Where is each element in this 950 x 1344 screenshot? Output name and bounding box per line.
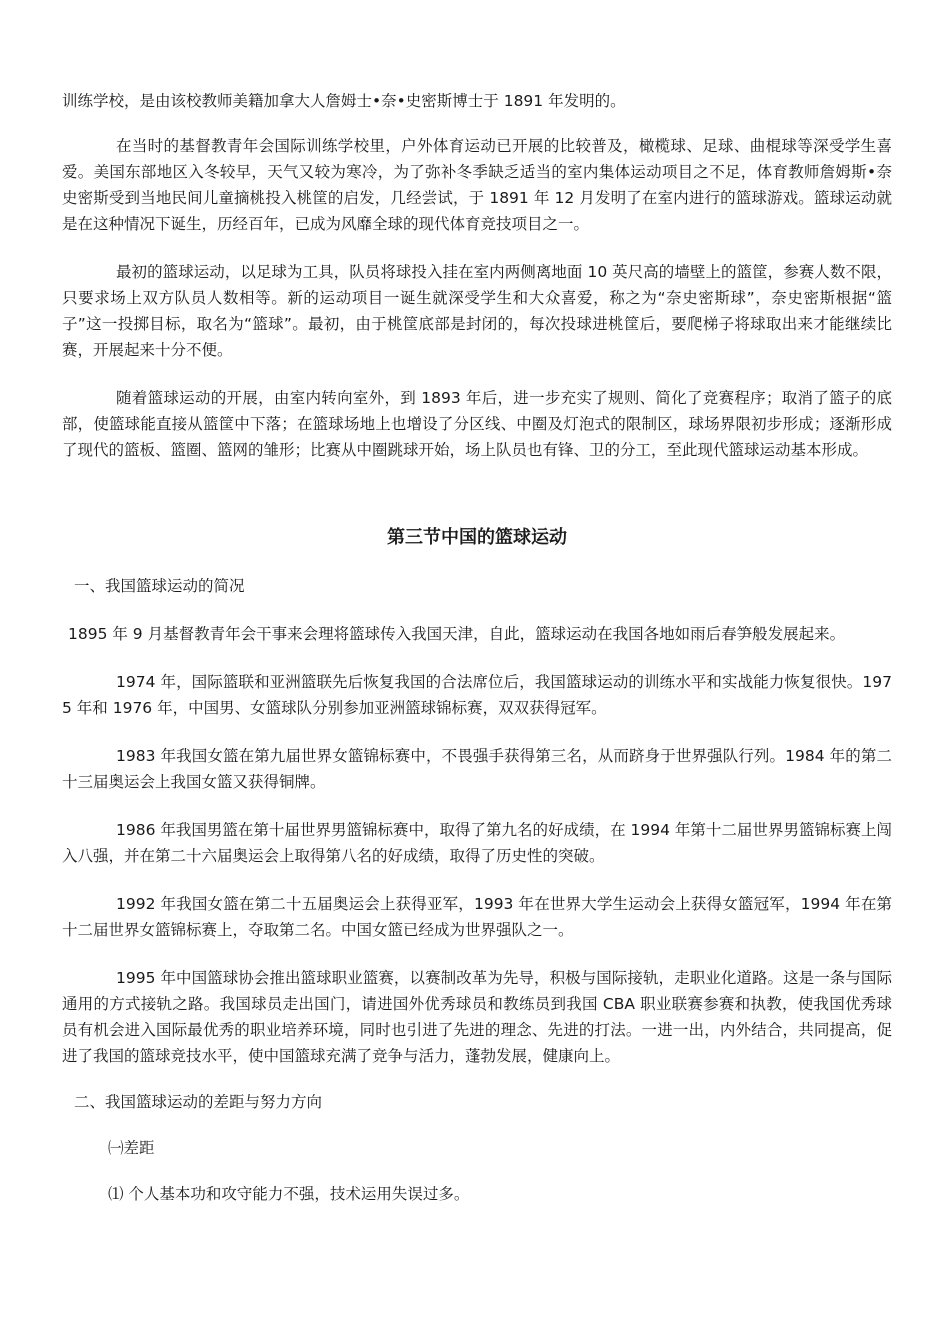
document-page bbox=[62, 88, 892, 1207]
paragraph-intro-continuation: 训练学校，是由该校教师美籍加拿大人詹姆士•奈•史密斯博士于 1891 年发明的。 bbox=[62, 92, 626, 110]
paragraph-1983: 1983 年我国女篮在第九届世界女篮锦标赛中，不畏强手获得第三名，从而跻身于世界强队行列。1984 年的第二十三届奥运会上我国女篮又获得铜牌。 bbox=[62, 747, 892, 791]
paragraph-1974: 1974 年，国际篮联和亚洲篮联先后恢复我国的合法席位后，我国篮球运动的训练水平和实战能力恢复很快。1975 年和 1976 年，中国男、女篮球队分别参加亚洲篮球锦标赛，双双获得冠军。 bbox=[62, 673, 892, 717]
paragraph-1986: 1986 年我国男篮在第十届世界男篮锦标赛中，取得了第九名的好成绩，在 1994 年第十二届世界男篮锦标赛上闯入八强，并在第二十六届奥运会上取得第八名的好成绩，取得了历史性的突破。 bbox=[62, 821, 892, 865]
paragraph-early-basketball: 最初的篮球运动，以足球为工具，队员将球投入挂在室内两侧离地面 10 英尺高的墙壁上的篮筐，参赛人数不限，只要求场上双方队员人数相等。新的运动项目一诞生就深受学生和大众喜爱，称之为“奈史密斯球”，奈史密斯根据“篮子”这一投掷目标，取名为“篮球”。最初，由于桃筐底部是封闭的，每次投球进桃筐后，要爬梯子将球取出来才能继续比赛，开展起来十分不便。 bbox=[62, 263, 892, 359]
paragraph-origin: 在当时的基督教青年会国际训练学校里，户外体育运动已开展的比较普及，橄榄球、足球、曲棍球等深受学生喜爱。美国东部地区入冬较早，天气又较为寒冷，为了弥补冬季缺乏适当的室内集体运动项目之不足，体育教师詹姆斯•奈史密斯受到当地民间儿童摘桃投入桃筐的启发，几经尝试，于 1891 年 12 月发明了在室内进行的篮球游戏。篮球运动就是在这种情况下诞生，历经百年，已成为风靡全球的现代体育竞技项目之一。 bbox=[62, 137, 892, 233]
section-title: 第三节中国的篮球运动 bbox=[387, 527, 567, 548]
paragraph-development: 随着篮球运动的开展，由室内转向室外，到 1893 年后，进一步充实了规则、简化了竞赛程序；取消了篮子的底部，使篮球能直接从篮筐中下落；在篮球场地上也增设了分区线、中圈及灯泡式的限制区，球场界限初步形成；逐渐形成了现代的篮板、篮圈、篮网的雏形；比赛从中圈跳球开始，场上队员也有锋、卫的分工，至此现代篮球运动基本形成。 bbox=[62, 389, 892, 459]
paragraph-1992: 1992 年我国女篮在第二十五届奥运会上获得亚军，1993 年在世界大学生运动会上获得女篮冠军，1994 年在第十二届世界女篮锦标赛上，夺取第二名。中国女篮已经成为世界强队之一。 bbox=[62, 895, 892, 939]
list-item-1: ⑴ 个人基本功和攻守能力不强，技术运用失误过多。 bbox=[108, 1185, 470, 1203]
paragraph-1895: 1895 年 9 月基督教青年会干事来会理将篮球传入我国天津，自此，篮球运动在我国各地如雨后春笋般发展起来。 bbox=[68, 625, 846, 643]
paragraph-1995: 1995 年中国篮球协会推出篮球职业篮赛，以赛制改革为先导，积极与国际接轨，走职业化道路。这是一条与国际通用的方式接轨之路。我国球员走出国门，请进国外优秀球员和教练员到我国 CBA 职业联赛参赛和执教，使我国优秀球员有机会进入国际最优秀的职业培养环境，同时也引进了先进的理念、先进的打法。一进一出，内外结合，共同提高，促进了我国的篮球竞技水平，使中国篮球充满了竞争与活力，蓬勃发展，健康向上。 bbox=[62, 969, 892, 1065]
sub-subsection-heading-gap: ㈠差距 bbox=[108, 1139, 155, 1157]
subsection-heading-gap: 二、我国篮球运动的差距与努力方向 bbox=[74, 1093, 323, 1111]
subsection-heading-overview: 一、我国篮球运动的简况 bbox=[74, 577, 245, 595]
